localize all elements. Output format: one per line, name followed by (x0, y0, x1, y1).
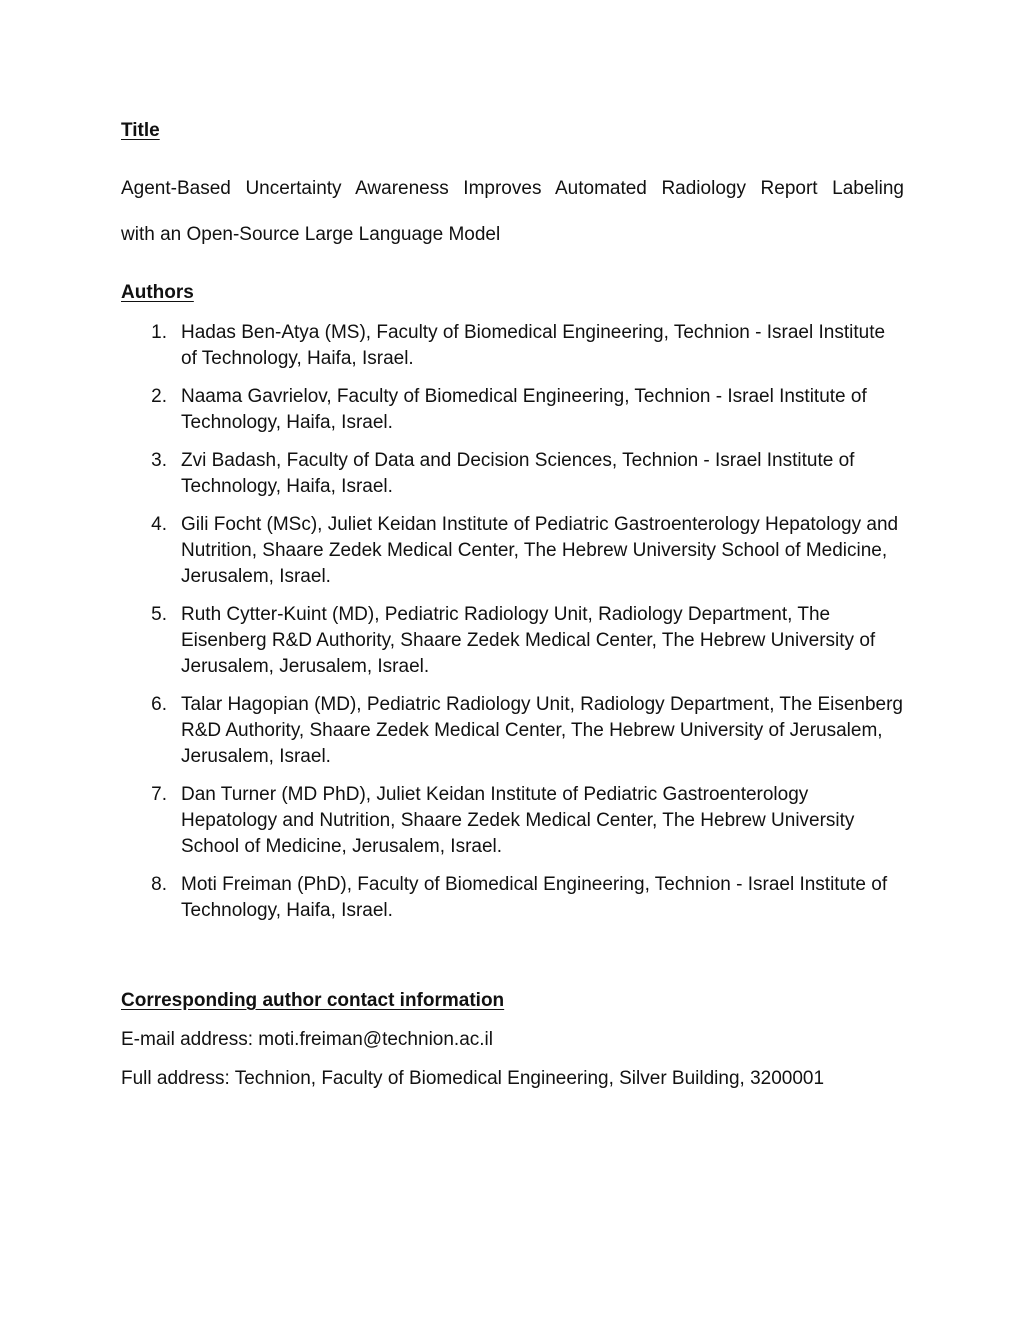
author-affiliation: Dan Turner (MD PhD), Juliet Keidan Institute of Pediatric Gastroenterology Hepatology and Nutrition, Shaare Zedek Medical Center, The Hebrew University School of Medicine, Jerusalem, Israel. (181, 784, 855, 857)
author-affiliation: Moti Freiman (PhD), Faculty of Biomedical Engineering, Technion - Israel Institute of Technology, Haifa, Israel. (181, 874, 888, 921)
author-number: 5. (151, 604, 167, 625)
authors-section-heading: Authors (121, 282, 194, 303)
author-affiliation: Zvi Badash, Faculty of Data and Decision Sciences, Technion - Israel Institute of Technology, Haifa, Israel. (181, 450, 855, 497)
author-item (0, 872, 1024, 924)
author-affiliation: Ruth Cytter-Kuint (MD), Pediatric Radiology Unit, Radiology Department, The Eisenberg R&D Authority, Shaare Zedek Medical Center, The Hebrew University of Jerusalem, Jerusalem, Israel. (181, 604, 876, 677)
author-item (0, 782, 1024, 860)
author-number: 6. (151, 694, 167, 715)
author-item (0, 602, 1024, 680)
paper-title-line-1: Agent-Based Uncertainty Awareness Improves Automated Radiology Report Labeling (121, 178, 904, 199)
author-number: 8. (151, 874, 167, 895)
title-section-heading: Title (121, 120, 160, 141)
author-number: 7. (151, 784, 167, 805)
author-number: 4. (151, 514, 167, 535)
author-item (0, 384, 1024, 436)
author-affiliation: Hadas Ben-Atya (MS), Faculty of Biomedical Engineering, Technion - Israel Institute of Technology, Haifa, Israel. (181, 322, 886, 369)
author-affiliation: Naama Gavrielov, Faculty of Biomedical Engineering, Technion - Israel Institute of Technology, Haifa, Israel. (181, 386, 867, 433)
contact-section-heading: Corresponding author contact information (121, 990, 505, 1011)
author-item (0, 448, 1024, 500)
author-number: 1. (151, 322, 167, 343)
author-number: 3. (151, 450, 167, 471)
contact-email: E-mail address: moti.freiman@technion.ac.il (121, 1029, 493, 1050)
author-item (0, 320, 1024, 372)
author-number: 2. (151, 386, 167, 407)
author-item (0, 692, 1024, 770)
author-item (0, 512, 1024, 590)
author-list (0, 320, 1024, 936)
contact-address: Full address: Technion, Faculty of Biomedical Engineering, Silver Building, 3200001 (121, 1068, 825, 1089)
author-affiliation: Gili Focht (MSc), Juliet Keidan Institute of Pediatric Gastroenterology Hepatology and Nutrition, Shaare Zedek Medical Center, The Hebrew University School of Medicine, Jerusalem, Israel. (181, 514, 899, 587)
paper-title-line-2: with an Open-Source Large Language Model (121, 224, 501, 245)
author-affiliation: Talar Hagopian (MD), Pediatric Radiology Unit, Radiology Department, The Eisenberg R&D Authority, Shaare Zedek Medical Center, The Hebrew University of Jerusalem, Jerusalem, Israel. (181, 694, 903, 767)
